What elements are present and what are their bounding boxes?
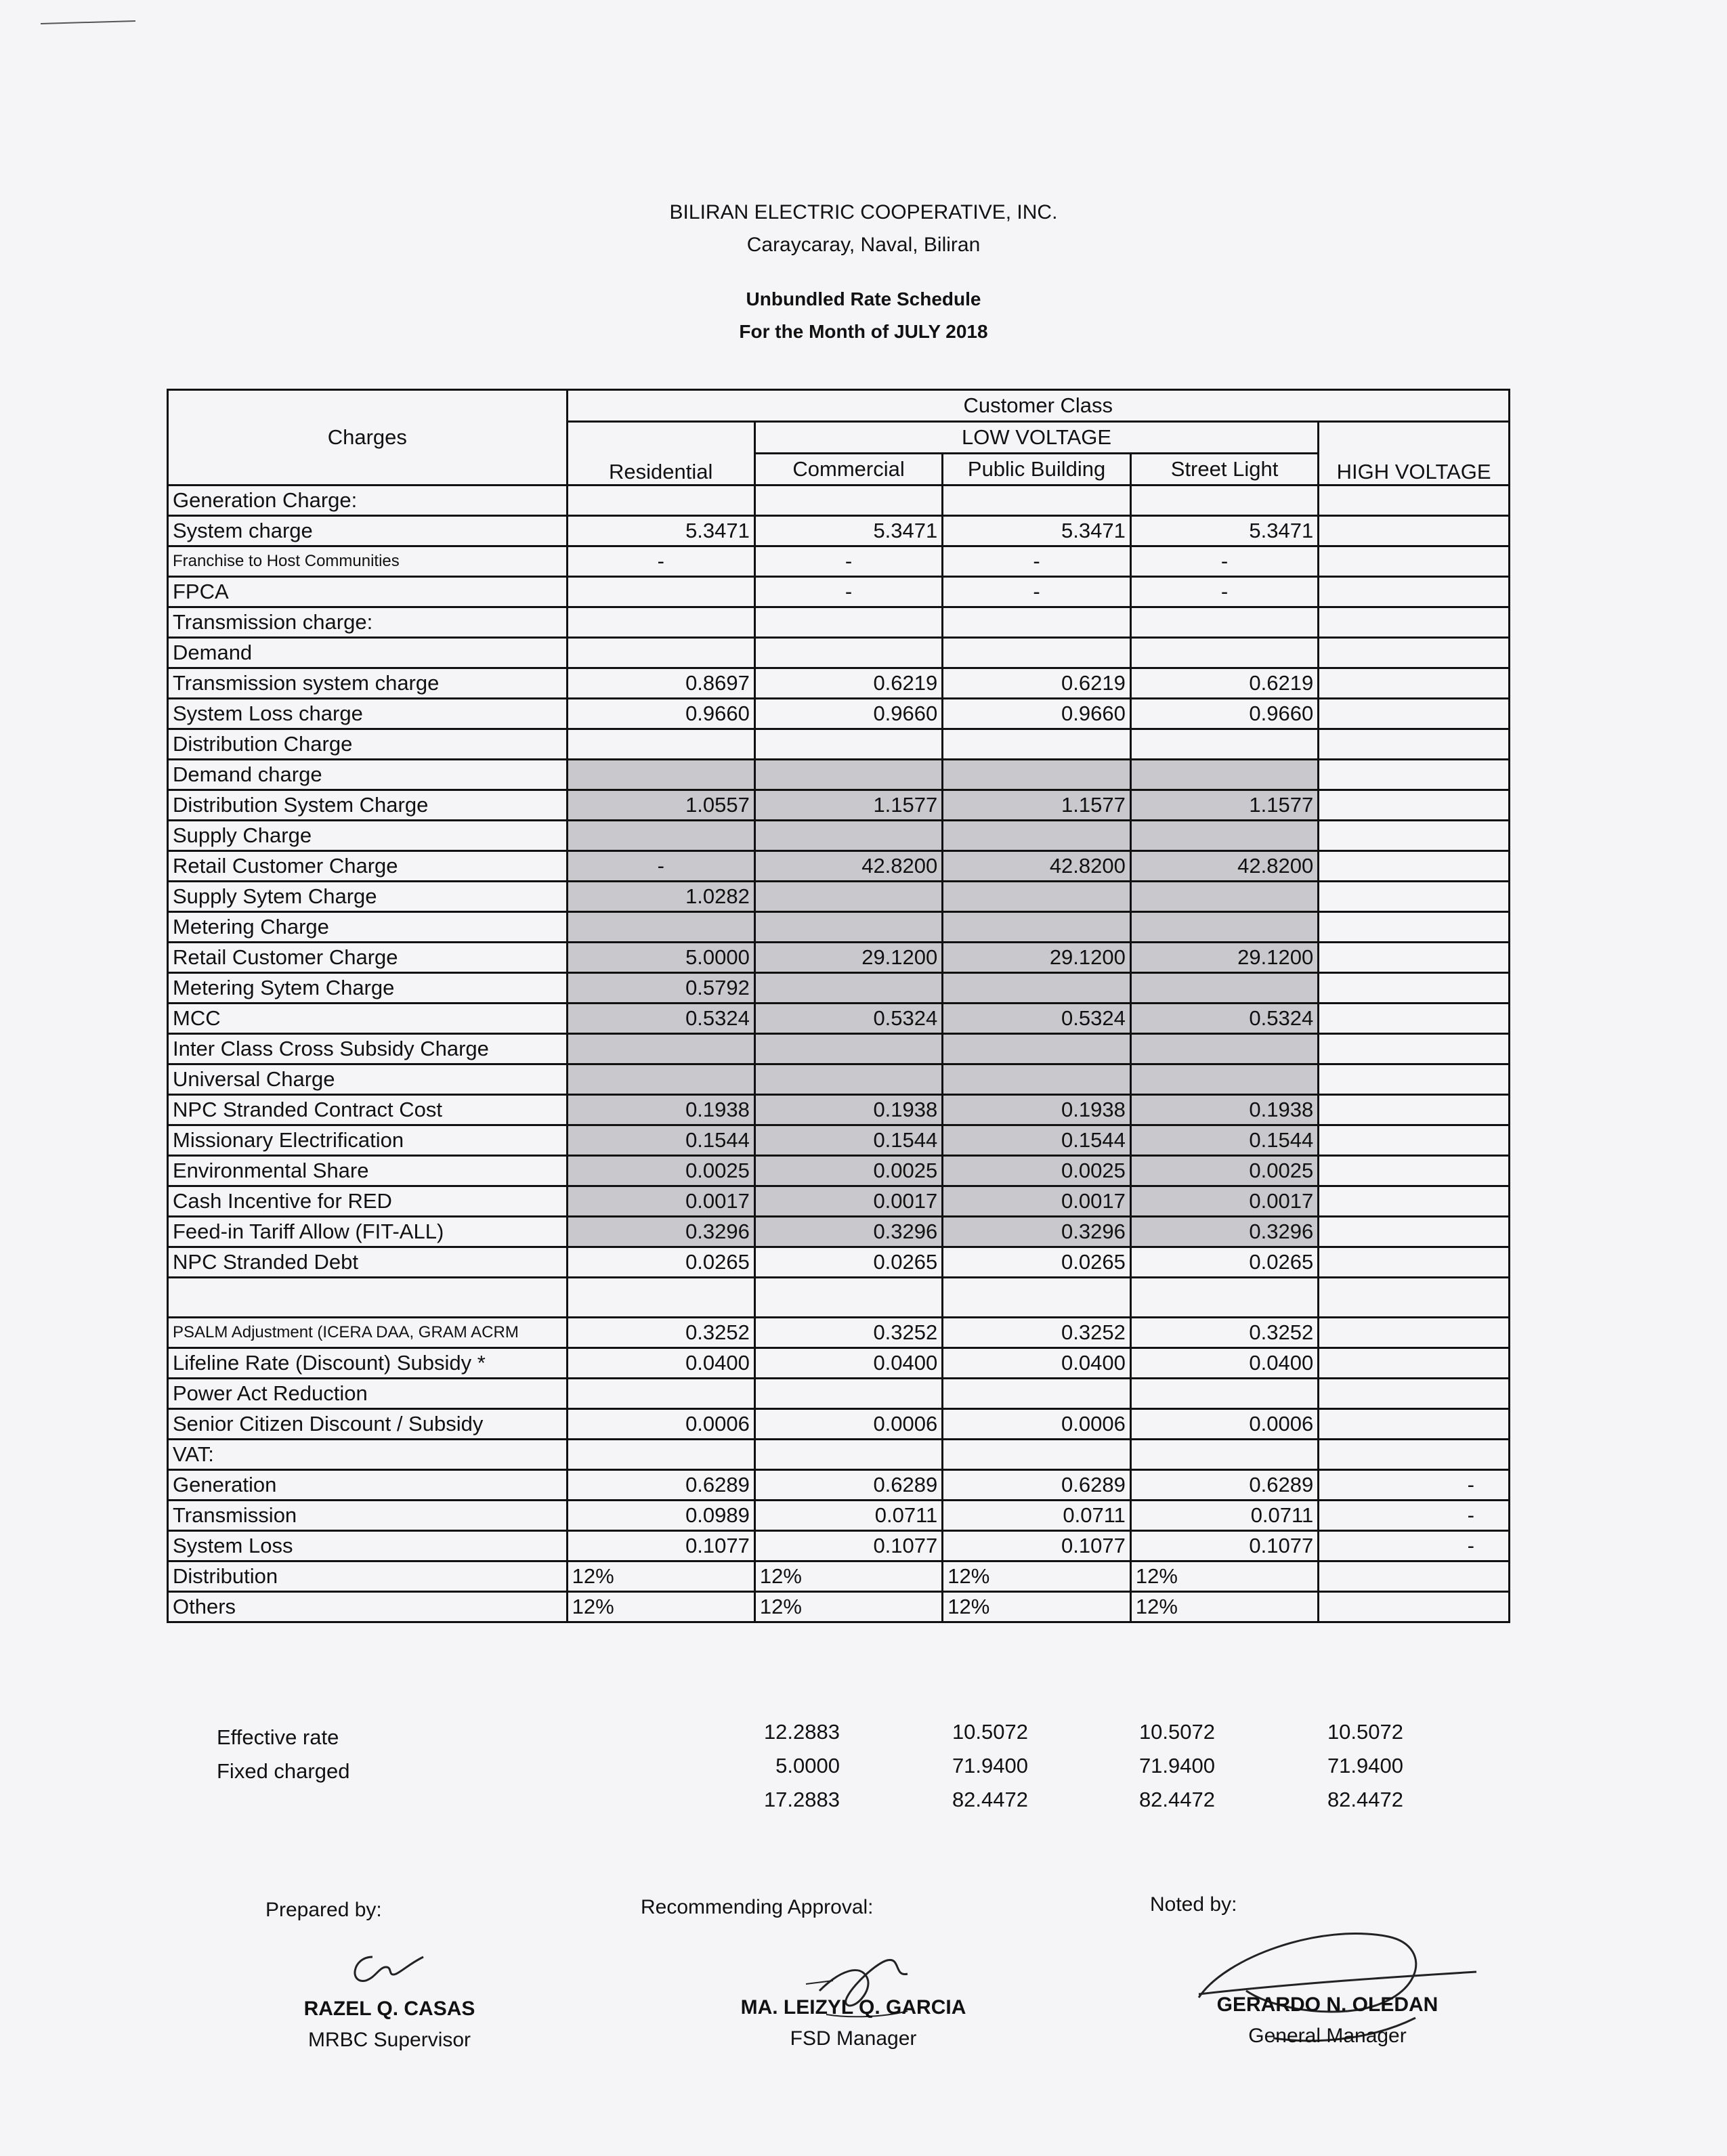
row-label: System Loss charge xyxy=(168,699,568,729)
summary-row xyxy=(167,1754,1510,1788)
row-label: Demand xyxy=(168,638,568,668)
org-address: Caraycaray, Naval, Biliran xyxy=(746,234,981,256)
table-row xyxy=(168,973,1510,1004)
low-voltage-header: LOW VOLTAGE xyxy=(754,422,1318,454)
summary-value: 82.4472 xyxy=(1138,1788,1215,1811)
summary-value: 10.5072 xyxy=(1327,1720,1403,1744)
section-label: Universal Charge xyxy=(168,1064,568,1095)
table-row xyxy=(168,1318,1510,1348)
table-row xyxy=(168,1409,1510,1440)
cell-value: 0.6219 xyxy=(943,668,1131,699)
noted-by-title: General Manager xyxy=(1248,2025,1407,2047)
summary-value: 71.9400 xyxy=(1138,1754,1215,1777)
cell-value: 42.8200 xyxy=(754,851,942,882)
cell-value: 0.6289 xyxy=(754,1470,942,1501)
row-label: NPC Stranded Debt xyxy=(168,1247,568,1278)
recommending-approval-label: Recommending Approval: xyxy=(641,1896,874,1918)
table-row xyxy=(168,1561,1510,1592)
cell-value: 0.3296 xyxy=(1130,1217,1318,1247)
table-row xyxy=(168,1156,1510,1186)
row-label: System Loss xyxy=(168,1531,568,1561)
cell-value: 0.9660 xyxy=(567,699,754,729)
row-label: Environmental Share xyxy=(168,1156,568,1186)
table-row xyxy=(168,1379,1510,1409)
cell-value: 0.5324 xyxy=(1130,1004,1318,1034)
prepared-by-name: RAZEL Q. CASAS xyxy=(303,1998,475,2020)
cell-value: 0.5324 xyxy=(943,1004,1131,1034)
cell-value: 0.1938 xyxy=(754,1095,942,1125)
summary-label: Effective rate xyxy=(217,1725,339,1749)
cell-value: 0.1077 xyxy=(754,1531,942,1561)
cell-value: 12% xyxy=(754,1592,942,1622)
table-row xyxy=(168,1125,1510,1156)
cell-value: 0.0400 xyxy=(567,1348,754,1379)
cell-value: 0.0265 xyxy=(1130,1247,1318,1278)
table-row xyxy=(168,1004,1510,1034)
table-row xyxy=(168,760,1510,790)
table-row xyxy=(168,546,1510,577)
cell-value: 5.0000 xyxy=(567,943,754,973)
cell-value: - xyxy=(1319,1470,1510,1501)
table-row xyxy=(168,668,1510,699)
cell-value: 0.0265 xyxy=(943,1247,1131,1278)
table-row xyxy=(168,1440,1510,1470)
charges-header: Charges xyxy=(168,390,568,486)
cell-value: 29.1200 xyxy=(754,943,942,973)
row-label: Distribution System Charge xyxy=(168,790,568,821)
section-label: Distribution Charge xyxy=(168,729,568,760)
signature-casas xyxy=(345,1943,433,1991)
section-label: Inter Class Cross Subsidy Charge xyxy=(168,1034,568,1064)
cell-value: 0.3252 xyxy=(754,1318,942,1348)
row-label: MCC xyxy=(168,1004,568,1034)
cell-value: 0.0006 xyxy=(1130,1409,1318,1440)
table-row xyxy=(168,1064,1510,1095)
summary-value: 82.4472 xyxy=(952,1788,1028,1811)
cell-value: 42.8200 xyxy=(1130,851,1318,882)
signature-oledan xyxy=(1185,1910,1497,2065)
cell-value: 0.0006 xyxy=(567,1409,754,1440)
row-label: Others xyxy=(168,1592,568,1622)
cell-value: 0.0017 xyxy=(943,1186,1131,1217)
document-title: Unbundled Rate Schedule xyxy=(746,288,981,309)
cell-value: 0.5324 xyxy=(567,1004,754,1034)
cell-value: 0.3296 xyxy=(567,1217,754,1247)
row-label: Metering Sytem Charge xyxy=(168,973,568,1004)
cell-value: 0.3252 xyxy=(567,1318,754,1348)
cell-value: 0.1077 xyxy=(567,1531,754,1561)
cell-value: 5.3471 xyxy=(567,516,754,546)
table-row xyxy=(168,729,1510,760)
row-label: Senior Citizen Discount / Subsidy xyxy=(168,1409,568,1440)
cell-value: 0.3296 xyxy=(943,1217,1131,1247)
section-label: Metering Charge xyxy=(168,912,568,943)
customer-class-header: Customer Class xyxy=(567,390,1509,422)
rate-summary xyxy=(167,1720,1510,1821)
cell-value: 0.0265 xyxy=(754,1247,942,1278)
table-row xyxy=(168,1095,1510,1125)
row-label: Lifeline Rate (Discount) Subsidy * xyxy=(168,1348,568,1379)
row-label: NPC Stranded Contract Cost xyxy=(168,1095,568,1125)
prepared-by-title: MRBC Supervisor xyxy=(307,2029,471,2051)
summary-value: 12.2883 xyxy=(763,1720,840,1744)
cell-value: 0.0400 xyxy=(1130,1348,1318,1379)
row-label: System charge xyxy=(168,516,568,546)
cell-value: 29.1200 xyxy=(943,943,1131,973)
cell-value: 0.6289 xyxy=(567,1470,754,1501)
cell-value: 5.3471 xyxy=(943,516,1131,546)
cell-value: 0.1544 xyxy=(754,1125,942,1156)
cell-value: 0.0025 xyxy=(1130,1156,1318,1186)
row-label: Supply Sytem Charge xyxy=(168,882,568,912)
cell-value: 0.8697 xyxy=(567,668,754,699)
document-period: For the Month of JULY 2018 xyxy=(739,321,988,342)
cell-value: 1.0557 xyxy=(567,790,754,821)
high-voltage-header: HIGH VOLTAGE xyxy=(1319,422,1510,486)
cell-value: 0.0711 xyxy=(754,1501,942,1531)
row-label: Cash Incentive for RED xyxy=(168,1186,568,1217)
cell-value: 0.0989 xyxy=(567,1501,754,1531)
cell-value: - xyxy=(943,577,1131,607)
cell-value: - xyxy=(1319,1531,1510,1561)
cell-value: 29.1200 xyxy=(1130,943,1318,973)
cell-value: 0.1938 xyxy=(567,1095,754,1125)
table-row xyxy=(168,1592,1510,1622)
summary-value: 10.5072 xyxy=(1138,1720,1215,1744)
table-row xyxy=(168,912,1510,943)
table-row xyxy=(168,1186,1510,1217)
table-row xyxy=(168,1034,1510,1064)
section-label: Transmission charge: xyxy=(168,607,568,638)
cell-value: 0.1544 xyxy=(567,1125,754,1156)
cell-value: 0.0025 xyxy=(754,1156,942,1186)
table-row xyxy=(168,607,1510,638)
cell-value: 0.6219 xyxy=(1130,668,1318,699)
cell-value: 1.1577 xyxy=(754,790,942,821)
table-row xyxy=(168,638,1510,668)
cell-value: 0.1077 xyxy=(943,1531,1131,1561)
cell-value: 0.0017 xyxy=(754,1186,942,1217)
cell-value: - xyxy=(754,546,942,577)
cell-value: 0.1077 xyxy=(1130,1531,1318,1561)
summary-label: Fixed charged xyxy=(217,1759,350,1783)
cell-value: 0.3252 xyxy=(943,1318,1131,1348)
cell-value: 0.0025 xyxy=(567,1156,754,1186)
section-label: VAT: xyxy=(168,1440,568,1470)
table-row xyxy=(168,821,1510,851)
cell-value: 0.1938 xyxy=(1130,1095,1318,1125)
table-row xyxy=(168,577,1510,607)
cell-value: 12% xyxy=(943,1561,1131,1592)
section-label: Supply Charge xyxy=(168,821,568,851)
cell-value: 1.1577 xyxy=(1130,790,1318,821)
cell-value: - xyxy=(754,577,942,607)
row-label: Franchise to Host Communities xyxy=(168,546,568,577)
recommending-name: MA. LEIZYL Q. GARCIA xyxy=(740,1996,966,2019)
cell-value: 5.3471 xyxy=(754,516,942,546)
cell-value: 1.1577 xyxy=(943,790,1131,821)
row-label: Transmission system charge xyxy=(168,668,568,699)
recommending-title: FSD Manager xyxy=(790,2027,917,2050)
cell-value: 0.0711 xyxy=(943,1501,1131,1531)
table-row xyxy=(168,1531,1510,1561)
cell-value: 0.9660 xyxy=(754,699,942,729)
cell-value: 0.0025 xyxy=(943,1156,1131,1186)
cell-value: 0.1544 xyxy=(943,1125,1131,1156)
scan-mark xyxy=(41,20,135,24)
cell-value: 0.5324 xyxy=(754,1004,942,1034)
cell-value: 0.0265 xyxy=(567,1247,754,1278)
cell-value: 0.0006 xyxy=(943,1409,1131,1440)
cell-value: 0.0017 xyxy=(567,1186,754,1217)
cell-value: 0.0400 xyxy=(754,1348,942,1379)
cell-value: 1.0282 xyxy=(567,882,754,912)
table-row xyxy=(168,1470,1510,1501)
cell-value: 0.0017 xyxy=(1130,1186,1318,1217)
row-label: Demand charge xyxy=(168,760,568,790)
row-label: Missionary Electrification xyxy=(168,1125,568,1156)
table-row xyxy=(168,516,1510,546)
col-public-building: Public Building xyxy=(943,454,1131,486)
cell-value: 0.1938 xyxy=(943,1095,1131,1125)
table-row xyxy=(168,1217,1510,1247)
table-row-spacer xyxy=(168,1278,1510,1318)
summary-value: 71.9400 xyxy=(1327,1754,1403,1777)
cell-value: - xyxy=(1130,546,1318,577)
cell-value: 12% xyxy=(943,1592,1131,1622)
org-name: BILIRAN ELECTRIC COOPERATIVE, INC. xyxy=(669,201,1058,223)
cell-value: 0.3296 xyxy=(754,1217,942,1247)
signature-garcia xyxy=(799,1950,935,2025)
noted-by-name: GERARDO N. OLEDAN xyxy=(1216,1993,1438,2016)
table-row xyxy=(168,790,1510,821)
table-row xyxy=(168,1348,1510,1379)
cell-value: 12% xyxy=(567,1561,754,1592)
prepared-by-label: Prepared by: xyxy=(265,1899,382,1921)
table-row xyxy=(168,699,1510,729)
summary-row xyxy=(167,1720,1510,1754)
cell-value: - xyxy=(567,851,754,882)
col-street-light: Street Light xyxy=(1130,454,1318,486)
summary-value: 10.5072 xyxy=(952,1720,1028,1744)
cell-value: 0.5792 xyxy=(567,973,754,1004)
row-label: Distribution xyxy=(168,1561,568,1592)
col-commercial: Commercial xyxy=(754,454,942,486)
cell-value: 12% xyxy=(754,1561,942,1592)
row-label: Retail Customer Charge xyxy=(168,851,568,882)
cell-value: 0.0006 xyxy=(754,1409,942,1440)
rate-table xyxy=(167,389,1510,1623)
row-label: Transmission xyxy=(168,1501,568,1531)
cell-value: 0.1544 xyxy=(1130,1125,1318,1156)
summary-value: 5.0000 xyxy=(775,1754,840,1777)
section-label: Power Act Reduction xyxy=(168,1379,568,1409)
summary-value: 82.4472 xyxy=(1327,1788,1403,1811)
summary-value: 17.2883 xyxy=(763,1788,840,1811)
cell-value: 0.6289 xyxy=(1130,1470,1318,1501)
summary-value: 71.9400 xyxy=(952,1754,1028,1777)
row-label: Retail Customer Charge xyxy=(168,943,568,973)
cell-value: 12% xyxy=(1130,1592,1318,1622)
cell-value: 0.0711 xyxy=(1130,1501,1318,1531)
cell-value: - xyxy=(567,546,754,577)
table-row xyxy=(168,943,1510,973)
summary-row xyxy=(167,1788,1510,1821)
cell-value: 12% xyxy=(567,1592,754,1622)
cell-value: 5.3471 xyxy=(1130,516,1318,546)
cell-value: 0.3252 xyxy=(1130,1318,1318,1348)
row-label: FPCA xyxy=(168,577,568,607)
table-row xyxy=(168,882,1510,912)
noted-by-label: Noted by: xyxy=(1150,1893,1237,1916)
cell-value: - xyxy=(1130,577,1318,607)
row-label: Feed-in Tariff Allow (FIT-ALL) xyxy=(168,1217,568,1247)
col-residential: Residential xyxy=(567,422,754,486)
cell-value: 0.9660 xyxy=(1130,699,1318,729)
cell-value: - xyxy=(943,546,1131,577)
table-row xyxy=(168,851,1510,882)
row-label: PSALM Adjustment (ICERA DAA, GRAM ACRM xyxy=(168,1318,568,1348)
table-row xyxy=(168,486,1510,516)
row-label: Generation xyxy=(168,1470,568,1501)
table-row xyxy=(168,1247,1510,1278)
cell-value: 0.9660 xyxy=(943,699,1131,729)
cell-value: 0.0400 xyxy=(943,1348,1131,1379)
cell-value: 0.6219 xyxy=(754,668,942,699)
document-header xyxy=(0,196,1727,348)
cell-value: - xyxy=(1319,1501,1510,1531)
cell-value: 42.8200 xyxy=(943,851,1131,882)
cell-value: 12% xyxy=(1130,1561,1318,1592)
table-row xyxy=(168,1501,1510,1531)
cell-value: 0.6289 xyxy=(943,1470,1131,1501)
section-label: Generation Charge: xyxy=(168,486,568,516)
